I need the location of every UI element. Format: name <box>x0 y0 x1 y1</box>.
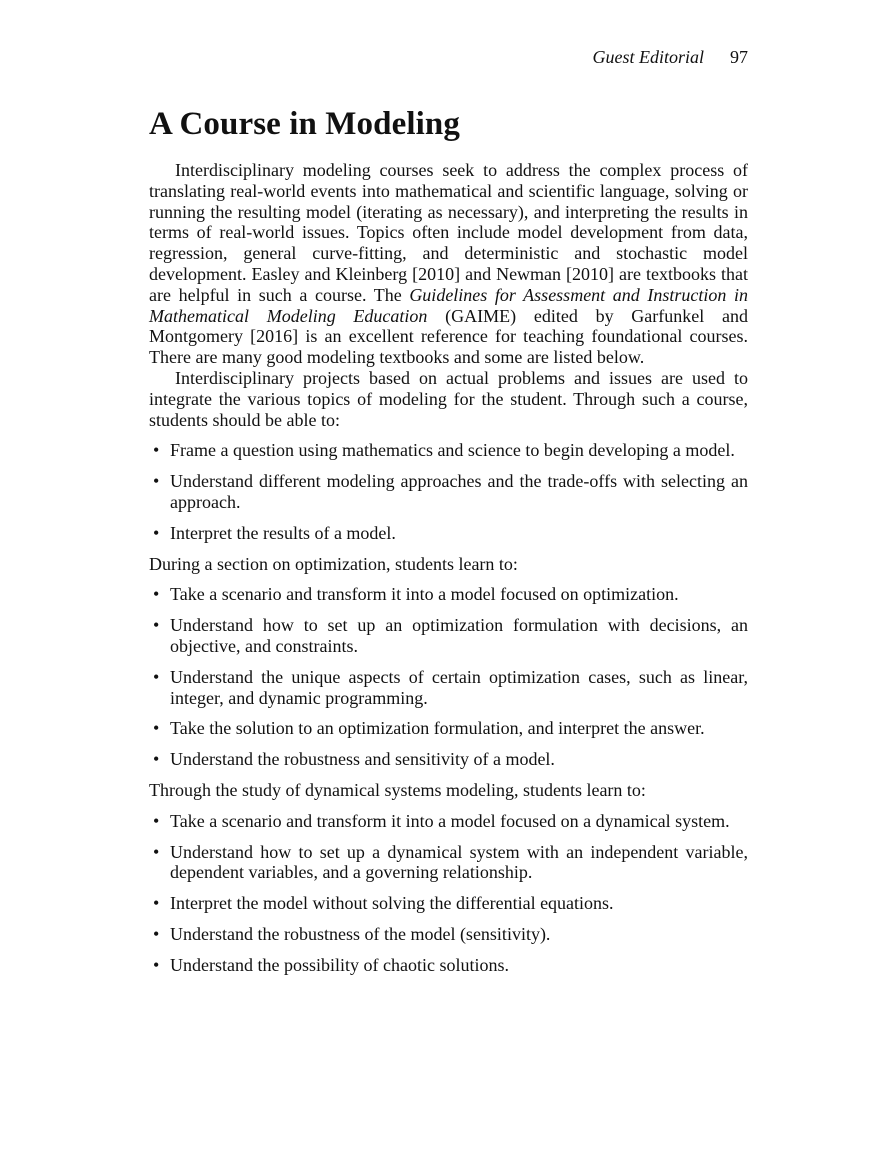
dynamical-list <box>149 811 748 976</box>
gaime-title: Guidelines for Assessment and Instruction in Mathematical Modeling Education <box>149 284 748 326</box>
list-item-text: Take a scenario and transform it into a model focused on a dynamical system. <box>170 810 730 831</box>
dynamical-intro: Through the study of dynamical systems modeling, students learn to: <box>149 779 646 800</box>
optimization-list <box>149 584 748 770</box>
page-number: 97 <box>730 47 748 67</box>
bullet-icon: • <box>153 718 160 739</box>
list-item-text: Understand the possibility of chaotic solutions. <box>170 954 509 975</box>
page <box>149 44 748 986</box>
list-item <box>149 440 748 461</box>
list-item-text: Interpret the results of a model. <box>170 522 396 543</box>
bullet-icon: • <box>153 615 160 636</box>
bullet-icon: • <box>153 749 160 770</box>
bullet-icon: • <box>153 666 160 687</box>
running-head <box>149 44 748 70</box>
list-item <box>149 471 748 513</box>
list-item <box>149 749 748 770</box>
list-item <box>149 811 748 832</box>
list-item-text: Interpret the model without solving the differential equations. <box>170 893 614 914</box>
list-item <box>149 893 748 914</box>
list-item <box>149 842 748 884</box>
list-item <box>149 924 748 945</box>
paragraph-intro-text-b: (GAIME) edited by Garfunkel and Montgomery [2016] is an excellent reference for teaching foundational courses. There are many good modeling textbooks and some are listed below. <box>149 305 748 368</box>
outcomes-list <box>149 440 748 543</box>
list-item <box>149 523 748 544</box>
list-item <box>149 584 748 605</box>
bullet-icon: • <box>153 440 160 461</box>
section-body <box>149 160 748 976</box>
paragraph-intro-text-a: Interdisciplinary modeling courses seek to address the complex process of translating real-world events into mathematical and scientific language, solving or running the resulting model (iterating as necessary), and interpreting the results in terms of real-world issues. Topics often include model development from data, regression, general curve-fitting, and deterministic and stochastic model development. Easley and Kleinberg [2010] and Newman [2010] are textbooks that are helpful in such a course. The <box>149 160 748 305</box>
list-item-text: Understand different modeling approaches and the trade-offs with selecting an approach. <box>170 471 748 512</box>
list-item <box>149 667 748 709</box>
list-item-text: Take a scenario and transform it into a model focused on optimization. <box>170 584 679 605</box>
list-item <box>149 615 748 657</box>
list-item <box>149 718 748 739</box>
section-title: A Course in Modeling <box>149 106 460 142</box>
list-item-text: Understand the unique aspects of certain optimization cases, such as linear, integer, and dynamic programming. <box>170 666 748 708</box>
bullet-icon: • <box>153 954 160 975</box>
list-item-text: Understand how to set up an optimization formulation with decisions, an objective, and constraints. <box>170 615 748 656</box>
bullet-icon: • <box>153 810 160 831</box>
running-head-section: Guest Editorial <box>592 47 704 67</box>
list-item-text: Frame a question using mathematics and science to begin developing a model. <box>170 440 735 461</box>
bullet-icon: • <box>153 841 160 862</box>
bullet-icon: • <box>153 522 160 543</box>
bullet-icon: • <box>153 893 160 914</box>
paragraph-projects: Interdisciplinary projects based on actual problems and issues are used to integrate the various topics of modeling for the student. Through such a course, students should be able to: <box>149 367 748 430</box>
paragraph-intro <box>149 160 748 368</box>
list-item-text: Understand how to set up a dynamical system with an independent variable, dependent variables, and a governing relationship. <box>170 841 748 883</box>
list-item-text: Take the solution to an optimization formulation, and interpret the answer. <box>170 718 705 739</box>
list-item <box>149 955 748 976</box>
list-item-text: Understand the robustness of the model (sensitivity). <box>170 923 551 944</box>
bullet-icon: • <box>153 584 160 605</box>
bullet-icon: • <box>153 923 160 944</box>
bullet-icon: • <box>153 471 160 492</box>
list-item-text: Understand the robustness and sensitivity of a model. <box>170 749 555 770</box>
optimization-intro: During a section on optimization, students learn to: <box>149 553 518 574</box>
